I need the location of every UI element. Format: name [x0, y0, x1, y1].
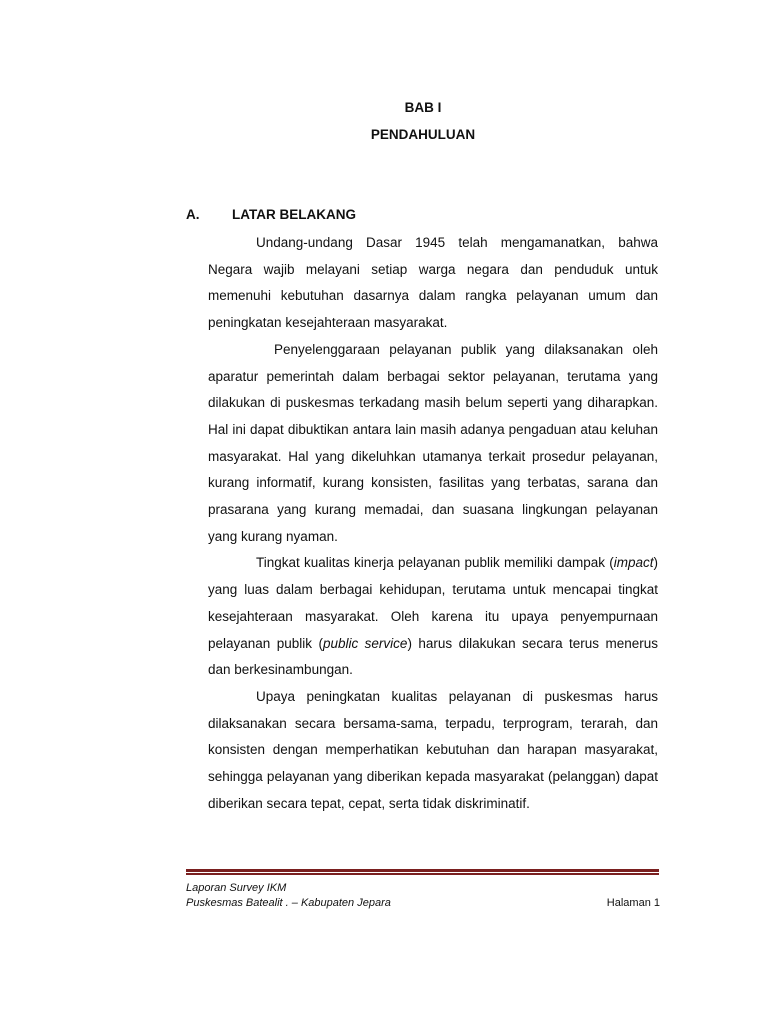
paragraph-3-term-impact: impact — [613, 555, 654, 571]
footer-divider-thin — [186, 873, 659, 875]
footer-page-number: Halaman 1 — [606, 897, 660, 909]
chapter-number: BAB I — [404, 100, 442, 115]
paragraph-3-text-a: Tingkat kualitas kinerja pelayanan publik memiliki dampak ( — [256, 555, 614, 571]
section-letter: A. — [186, 207, 200, 222]
paragraph-2: Penyelenggaraan pelayanan publik yang dilaksanakan oleh aparatur pemerintah dalam berbagai sektor pelayanan, terutama yang dilakukan di puskesmas terkadang masih belum seperti yang diharapkan. Hal ini dapat dibuktikan antara lain masih adanya pengaduan atau keluhan masyarakat. Hal yang dikeluhkan utamanya terkait prosedur pelayanan, kurang informatif, kurang konsisten, fasilitas yang terbatas, sarana dan prasarana yang kurang memadai, dan suasana lingkungan pelayanan yang kurang nyaman. — [208, 341, 658, 544]
chapter-title: PENDAHULUAN — [370, 127, 476, 142]
footer-divider — [186, 869, 659, 876]
footer-institution: Puskesmas Batealit . – Kabupaten Jepara — [186, 897, 391, 909]
paragraph-3-term-public-service: public service — [322, 635, 408, 651]
footer-report-title: Laporan Survey IKM — [186, 882, 287, 894]
section-title: LATAR BELAKANG — [232, 207, 356, 222]
paragraph-3-text-b: ) yang luas dalam berbagai kehidupan, terutama untuk mencapai tingkat kesejahteraan masyarakat. Oleh karena itu upaya penyempurnaan pelayanan publik ( — [208, 555, 658, 651]
body-text — [208, 230, 658, 817]
paragraph-3-text-c: ) harus dilakukan secara terus menerus dan berkesinambungan. — [208, 635, 658, 678]
section-heading — [186, 207, 356, 222]
paragraph-1: Undang-undang Dasar 1945 telah mengamanatkan, bahwa Negara wajib melayani setiap warga negara dan penduduk untuk memenuhi kebutuhan dasarnya dalam rangka pelayanan umum dan peningkatan kesejahteraan masyarakat. — [208, 235, 658, 331]
paragraph-4: Upaya peningkatan kualitas pelayanan di puskesmas harus dilaksanakan secara bersama-sama, terpadu, terprogram, terarah, dan konsisten dengan memperhatikan kebutuhan dan harapan masyarakat, sehingga pelayanan yang diberikan kepada masyarakat (pelanggan) dapat diberikan secara tepat, cepat, serta tidak diskriminatif. — [208, 688, 658, 811]
paragraph-3 — [208, 550, 658, 684]
